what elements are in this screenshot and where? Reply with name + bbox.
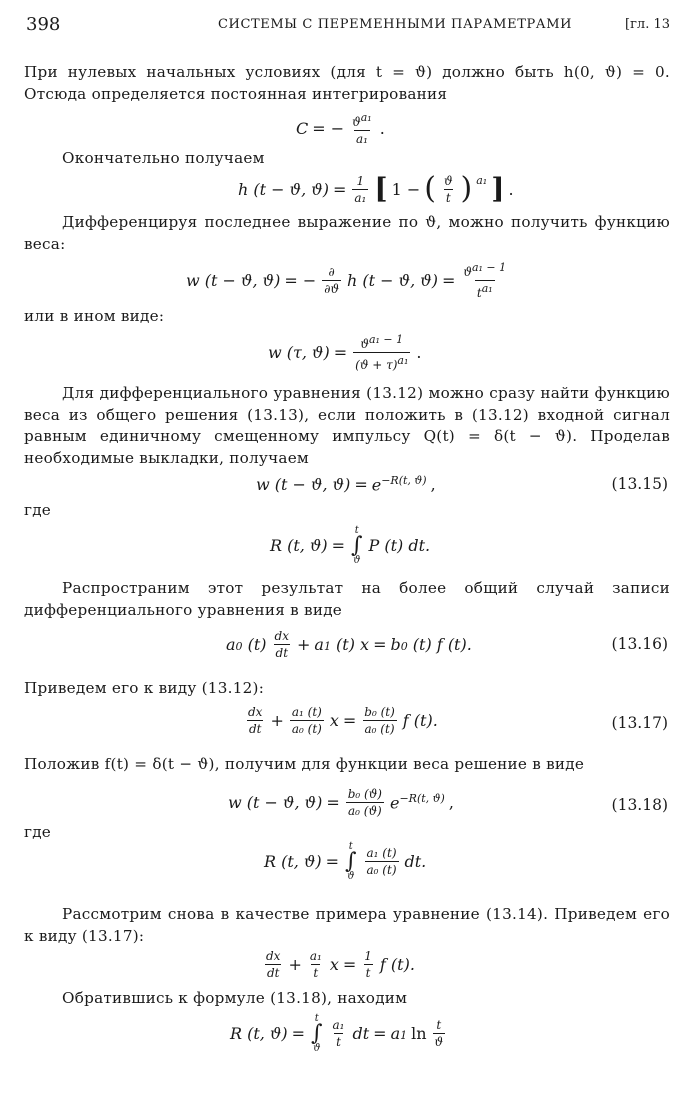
equation-example-reduced: $\frac{dx}{dt}$ + $\frac{\text{a₁}}{t}$ x = $\frac{1}{t}$ f (t).	[266, 949, 415, 980]
equation-constant: C = − $\frac{ϑ^{a_1}}{\text{a₁}}$ .	[296, 111, 385, 146]
paragraph-differentiating: Дифференцируя последнее выражение по ϑ, можно получить функцию веса:	[24, 213, 670, 253]
paragraph-reduce: Приведем его к виду (13.12):	[24, 679, 265, 697]
paragraph-impulse: Для дифференциального уравнения (13.12) можно сразу найти функцию веса из общего решения (13.13), если положить в (13.12) входной сигнал равным единичному смещенному импульсу Q(t) = δ(t − ϑ). Проделав необходимые выкладки, получаем	[24, 384, 670, 467]
paragraph-where-2: где	[24, 823, 52, 841]
equation-13-17: $\frac{dx}{dt}$ + $\frac{\text{a₁ (t)}}{\text{a₀ (t)}}$ x = $\frac{\text{b₀ (t)}}{\text{a₀ (t)}}$ f (t).	[248, 705, 438, 736]
paragraph-using-formula: Обратившись к формуле (13.18), находим	[62, 989, 408, 1007]
equation-number-13-17: (13.17)	[611, 714, 668, 732]
equation-number-13-15: (13.15)	[611, 475, 668, 493]
equation-R-integral-P: R (t, ϑ) = t ∫ ϑ P (t) dt.	[270, 525, 431, 566]
paragraph-where-1: где	[24, 501, 52, 519]
paragraph-example: Рассмотрим снова в качестве примера уравнение (13.14). Приведем его к виду (13.17):	[24, 905, 670, 945]
equation-R-log: R (t, ϑ) = t ∫ ϑ $\frac{\text{a₁}}{t}$ dt = a1 ln $\frac{t}{ϑ}$	[230, 1013, 444, 1054]
equation-13-16: a0 (t) $\frac{dx}{dt}$ + a1 (t) x = b0 (t) f (t).	[226, 629, 472, 660]
equation-13-15: w (t − ϑ, ϑ) = $e^{-R(t, ϑ)}$ ,	[256, 474, 436, 495]
page-number: 398	[26, 14, 61, 35]
running-header	[26, 14, 670, 38]
equation-weight-derivative: w (t − ϑ, ϑ) = − $\frac{\partial}{\partial ϑ}$ h (t − ϑ, ϑ) = $\frac{ϑ^{a_1 - 1}}{t^{a_1}}$	[186, 261, 507, 300]
equation-h: h (t − ϑ, ϑ) = $\frac{1}{\text{a₁}}$ [ 1 − ( $\frac{ϑ}{t}$ ) $^{a_1}$ ] .	[238, 171, 514, 206]
paragraph-other-form: или в ином виде:	[24, 307, 165, 325]
paragraph-setting-delta: Положив f(t) = δ(t − ϑ), получим для функции веса решение в виде	[24, 755, 585, 773]
equation-weight-tau: w (τ, ϑ) = $\frac{ϑ^{a_1 - 1}}{(ϑ + \tau)^{a_1}}$ .	[268, 333, 422, 372]
equation-number-13-18: (13.18)	[611, 796, 668, 814]
equation-number-13-16: (13.16)	[611, 635, 668, 653]
equation-13-18: w (t − ϑ, ϑ) = $\frac{\text{b₀ (ϑ)}}{\text{a₀ (ϑ)}}$ $e^{-R(t, ϑ)}$ ,	[228, 787, 454, 818]
paragraph-initial-conditions: При нулевых начальных условиях (для t = ϑ) должно быть h(0, ϑ) = 0. Отсюда определяется постоянная интегрирования	[24, 63, 670, 103]
paragraph-finally: Окончательно получаем	[62, 149, 265, 167]
equation-R-integral-ratio: R (t, ϑ) = t ∫ ϑ $\frac{\text{a₁ (t)}}{\text{a₀ (t)}}$ dt.	[264, 841, 427, 882]
paragraph-generalize: Распространим этот результат на более общий случай записи дифференциального уравнения в виде	[24, 579, 670, 619]
chapter-marker: [гл. 13	[625, 17, 670, 32]
running-title: СИСТЕМЫ С ПЕРЕМЕННЫМИ ПАРАМЕТРАМИ	[218, 17, 573, 32]
